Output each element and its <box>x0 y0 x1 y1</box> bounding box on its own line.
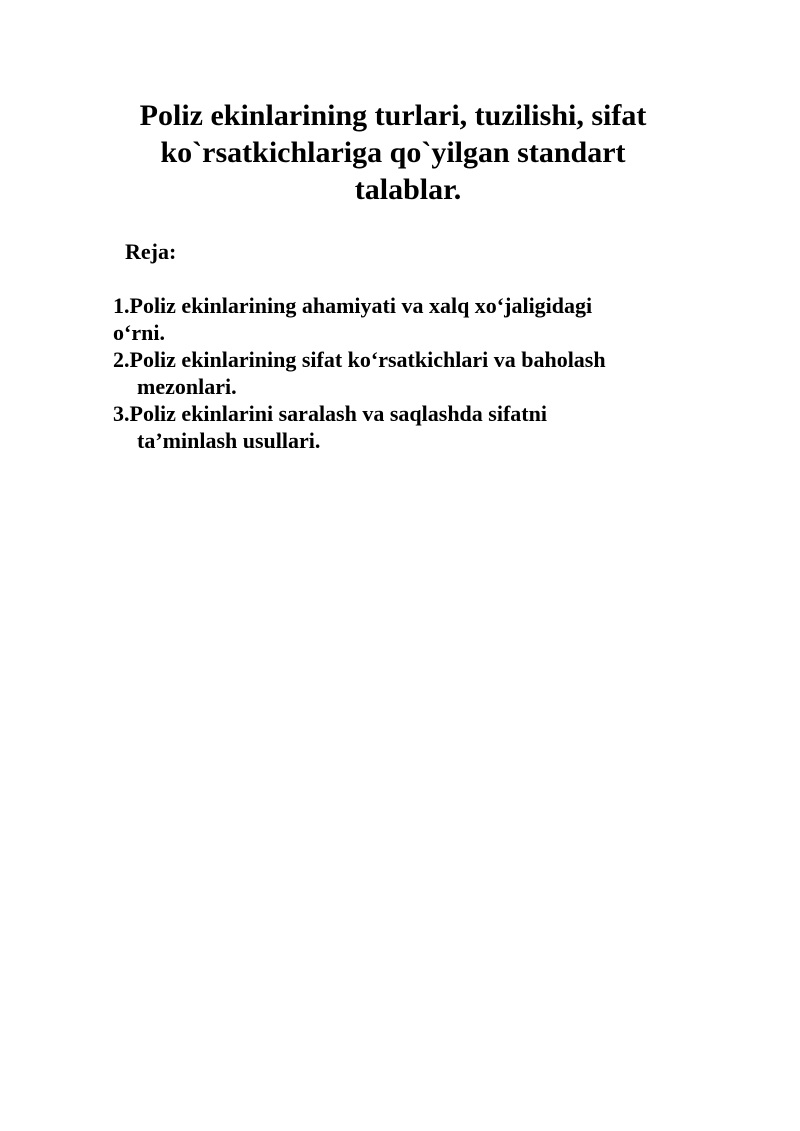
title-line: Poliz ekinlarining turlari, tuzilishi, sifat <box>139 99 647 132</box>
plan-item-continuation: ta’minlash usullari. <box>137 428 321 453</box>
plan-item-text: 3.Poliz ekinlarini saralash va saqlashda sifatni <box>113 401 547 426</box>
plan-item-3 <box>113 400 713 454</box>
plan-item-text: 2.Poliz ekinlarining sifat ko‘rsatkichlari va baholash <box>113 347 606 372</box>
plan-item-2 <box>113 346 713 400</box>
plan-item-continuation: mezonlari. <box>137 374 237 399</box>
title-line: ko`rsatkichlariga qo`yilgan standart <box>160 136 626 169</box>
plan-list <box>113 292 713 454</box>
document-title <box>100 97 686 208</box>
plan-item-text: 1.Poliz ekinlarining ahamiyati va xalq xo‘jaligidagi <box>113 293 593 318</box>
plan-item-continuation: o‘rni. <box>113 320 165 345</box>
plan-item-1 <box>113 292 713 346</box>
title-line: talablar. <box>354 173 462 206</box>
plan-heading: Reja: <box>125 239 177 264</box>
